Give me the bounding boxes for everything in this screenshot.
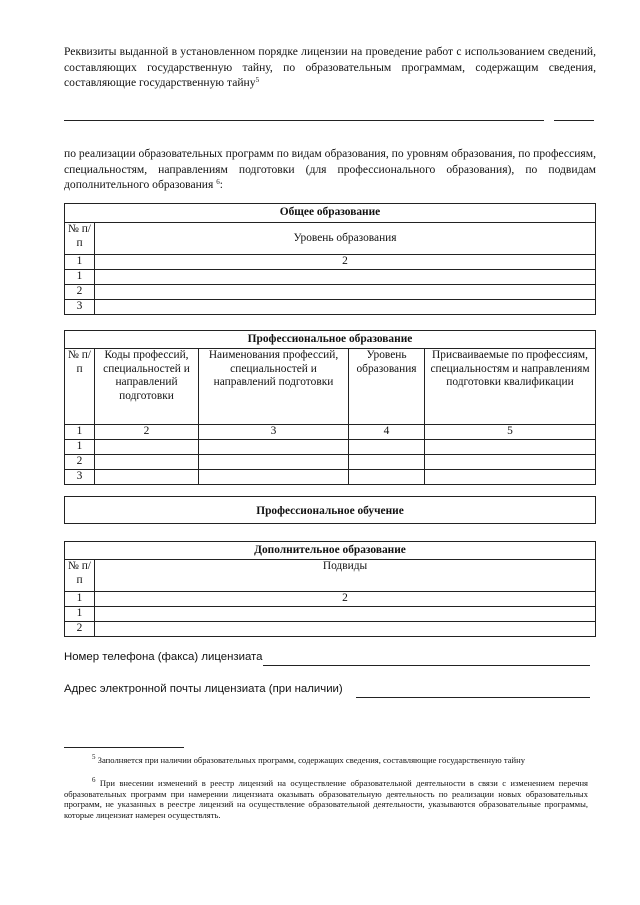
row-number: 3: [65, 469, 95, 484]
row-number: 2: [65, 454, 95, 469]
table-cell[interactable]: [349, 454, 425, 469]
col-number-header: № п/п: [65, 560, 95, 592]
row-number: 2: [65, 621, 95, 636]
table-cell[interactable]: [95, 285, 596, 300]
col-level-header: Уровень образования: [349, 349, 425, 425]
table-cell[interactable]: [425, 439, 596, 454]
column-number: 1: [65, 425, 95, 440]
row-number: 2: [65, 285, 95, 300]
row-number: 1: [65, 439, 95, 454]
column-number: 1: [65, 255, 95, 270]
row-number: 1: [65, 606, 95, 621]
table-cell[interactable]: [95, 300, 596, 315]
table-cell[interactable]: [425, 454, 596, 469]
table-cell[interactable]: [199, 469, 349, 484]
programs-description-text: по реализации образовательных программ по видам образования, по уровням образования, по профессиям, специальностям, направлениям подготовки (для профессионального образования), по подвидам дополнительного образования $^6$:: [64, 147, 596, 191]
table-cell[interactable]: [199, 439, 349, 454]
column-number: 5: [425, 425, 596, 440]
table-cell[interactable]: [95, 439, 199, 454]
general-education-title: Общее образование: [65, 204, 596, 223]
col-names-header: Наименования профессий, специальностей и направлений подготовки: [199, 349, 349, 425]
phone-label: Номер телефона (факса) лицензиата: [64, 651, 263, 663]
column-number: 4: [349, 425, 425, 440]
table-cell[interactable]: [95, 454, 199, 469]
footnote-6: $^6$ При внесении изменений в реестр лицензий на осуществление образовательной деятельности в связи с изменением перечня образовательных программ при намерении лицензиата оказывать образовательную деятельность по реализации новых образовательных программ, не указанных в реестре лицензий на осуществление образовательной деятельности, указываются образовательные программы, которые лицензиат намерен осуществлять.: [64, 776, 588, 821]
email-label: Адрес электронной почты лицензиата (при наличии): [64, 683, 343, 695]
column-number: 1: [65, 592, 95, 607]
general-education-table: [64, 203, 596, 315]
footnote-separator: [64, 747, 184, 748]
table-cell[interactable]: [199, 454, 349, 469]
column-number: 2: [95, 592, 596, 607]
col-subtype-header: Подвиды: [95, 560, 596, 592]
col-number-header: № п/п: [65, 349, 95, 425]
license-requisites-line[interactable]: [64, 120, 544, 121]
column-number: 2: [95, 255, 596, 270]
col-qualifications-header: Присваиваемые по профессиям, специальностям и направлениям подготовки квалификации: [425, 349, 596, 425]
col-level-header: Уровень образования: [95, 223, 596, 255]
professional-training-box: [64, 496, 596, 524]
phone-field-line[interactable]: [263, 665, 590, 666]
col-number-header: № п/п: [65, 223, 95, 255]
column-number: 3: [199, 425, 349, 440]
table-cell[interactable]: [95, 270, 596, 285]
professional-education-title: Профессиональное образование: [65, 331, 596, 349]
row-number: 3: [65, 300, 95, 315]
table-cell[interactable]: [95, 606, 596, 621]
additional-education-title: Дополнительное образование: [65, 542, 596, 560]
additional-education-table: [64, 541, 596, 637]
table-cell[interactable]: [95, 621, 596, 636]
table-cell[interactable]: [349, 469, 425, 484]
professional-training-title: Профессиональное обучение: [256, 505, 404, 517]
col-codes-header: Коды профессий, специальностей и направлений подготовки: [95, 349, 199, 425]
footnote-5: $^5$ Заполняется при наличии образовательных программ, содержащих сведения, составляющие государственную тайну: [92, 753, 526, 765]
professional-education-table: [64, 330, 596, 485]
table-cell[interactable]: [425, 469, 596, 484]
license-requisites-line-end: [554, 120, 594, 121]
column-number: 2: [95, 425, 199, 440]
license-requisites-text: Реквизиты выданной в установленном порядке лицензии на проведение работ с использованием сведений, составляющих государственную тайну, по образовательным программам, содержащим сведения, составляющие государственную тайну$^5$: [64, 45, 596, 89]
table-cell[interactable]: [349, 439, 425, 454]
row-number: 1: [65, 270, 95, 285]
table-cell[interactable]: [95, 469, 199, 484]
email-field-line[interactable]: [356, 697, 590, 698]
